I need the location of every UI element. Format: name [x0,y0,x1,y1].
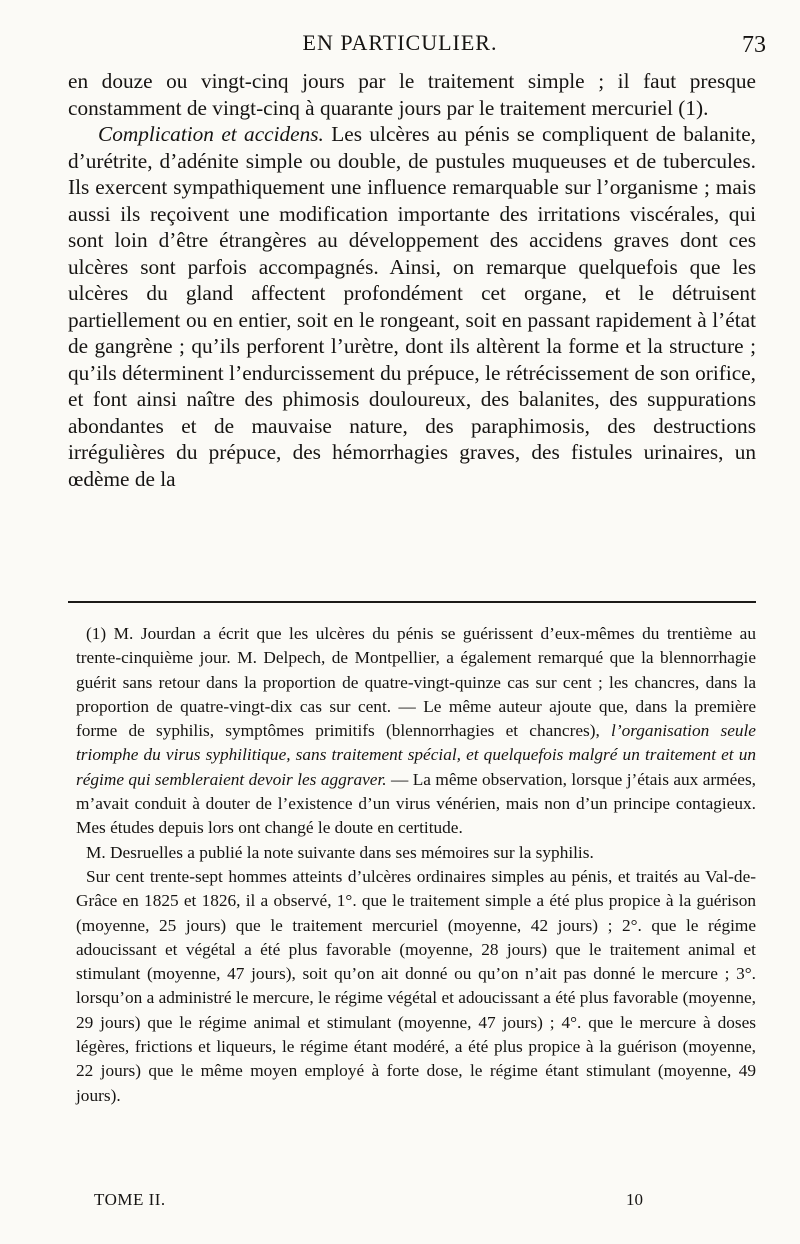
footnote-1-quote: l’organisation seule triomphe du virus syphilitique, sans traitement spécial, et quelquefois malgré un traitement et un régime qui sembleraient devoir les aggraver. [76,721,756,789]
page-footer [0,1190,800,1220]
main-text [68,68,756,492]
paragraph-complications [68,121,756,492]
footnote-1-text: (1) M. Jourdan a écrit que les ulcères du pénis se guérissent d’eux-mêmes du trentième au trente-cinquième jour. M. Delpech, de Montpellier, a également remarqué que la blennorrhagie guérit sans retour dans la proportion de quatre-vingt-quinze cas sur cent ; les chancres, dans la proportion de quatre-vingt-dix cas sur cent. — Le même auteur ajoute que, dans la première forme de syphilis, symptômes primitifs (blennorrhagies et chancres), [76,624,756,741]
page-header [0,30,800,70]
paragraph-continuation: en douze ou vingt-cinq jours par le traitement simple ; il faut presque constamment de vingt-cinq à quarante jours par le traitement mercuriel (1). [68,69,756,120]
footnote-1 [76,622,756,841]
footnote-desruelles-data: Sur cent trente-sept hommes atteints d’ulcères ordinaires simples au pénis, et traités au Val-de-Grâce en 1825 et 1826, il a observé, 1°. que le traitement simple a été plus propice à la guérison (moyenne, 25 jours) que le traitement mercuriel (moyenne, 42 jours) ; 2°. que le régime adoucissant et végétal a été plus favorable (moyenne, 28 jours) que le traitement animal et stimulant (moyenne, 47 jours), soit qu’on ait donné ou qu’on n’ait pas donné le mercure ; 3°. lorsqu’on a administré le mercure, le régime végétal et adoucissant a été plus favorable (moyenne, 29 jours) que le régime animal et stimulant (moyenne, 47 jours) ; 4°. que le mercure à doses légères, frictions et liqueurs, le régime étant modéré, a été plus propice à la guérison (moyenne, 22 jours) que le même moyen employé à forte dose, le régime étant stimulant (moyenne, 49 jours). [76,866,756,1105]
page-number: 73 [742,32,766,58]
footnote-1-remark: — La même observation, lorsque j’étais aux armées, m’avait conduit à douter de l’existence d’un virus vénérien, mais non d’un principe contagieux. Mes études depuis lors ont changé le doute en certitude. [76,769,756,838]
section-heading: Complication et accidens. [98,122,324,146]
volume-label: TOME II. [94,1190,166,1209]
footnotes [76,622,756,1108]
signature-mark: 10 [626,1190,643,1209]
paragraph-complications-text: Les ulcères au pénis se compliquent de balanite, d’urétrite, d’adénite simple ou double, de pustules muqueuses et de tubercules. Ils exercent sympathiquement une influence remarquable sur l’organisme ; mais aussi ils reçoivent une modification importante des irritations viscérales, qui sont loin d’être étrangères au développement des accidens graves dont ces ulcères sont parfois accompagnés. Ainsi, on remarque quelquefois que les ulcères du gland affectent profondément cet organe, et le détruisent partiellement ou en entier, soit en le rongeant, soit en passant rapidement à l’état de gangrène ; qu’ils perforent l’urètre, dont ils altèrent la forme et la structure ; qu’ils déterminent l’endurcissement du prépuce, le rétrécissement de son orifice, et font ainsi naître des phimosis douloureux, des balanites, des suppurations abondantes et de mauvaise nature, des paraphimosis, des destructions irrégulières du prépuce, des hémorrhagies graves, des fistules urinaires, un œdème de la [68,122,756,491]
footnote-rule [68,601,756,603]
running-head: EN PARTICULIER. [302,30,498,55]
footnote-desruelles-intro: M. Desruelles a publié la note suivante dans ses mémoires sur la syphilis. [86,842,594,862]
